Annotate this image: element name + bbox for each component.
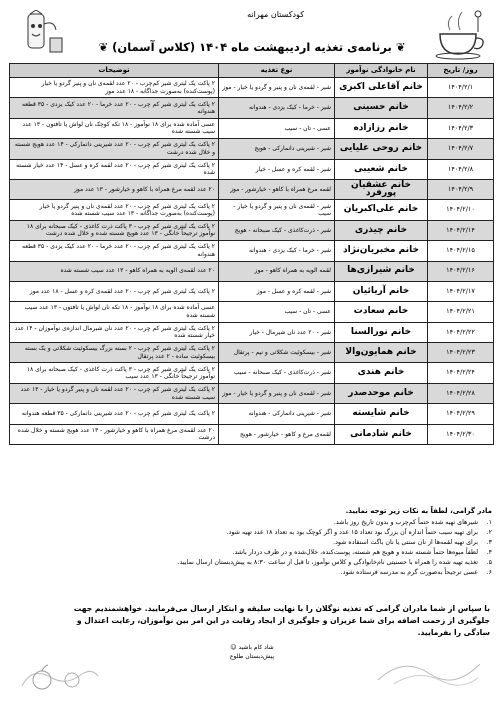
note-item: [72, 538, 492, 548]
cell-food: شیر - خرما - کیک یزدی - هندوانه: [219, 241, 335, 261]
cell-name: خانم حسینی: [335, 98, 428, 118]
note-number: ۳.: [486, 539, 492, 546]
cell-desc: ۲ پاکت یک لیتری شیر کم چرب - ۳ پاکت ذرت کاغذی - کیک صبحانه برای ۱۸ نوآموز ترجیحاً خانگی - ۱۳ عدد هویج شسته شده و خلال شده درشت: [10, 220, 219, 240]
cell-date: ۱۴۰۴/۲/۲: [428, 98, 494, 118]
notes-title: مادر گرامی، لطفاً به نکات زیر توجه نمایید.: [345, 507, 492, 515]
cell-desc: ۲ پاکت یک لیتری شیر کم چرب - ۲۰ عدد لقمه نان و پنیر گردو یا خیار - ۱۳ عدد سیب شسته شده: [10, 383, 219, 403]
note-item: [72, 568, 492, 578]
cell-food: شیر - لقمه‌ی نان و پنیر و گردو یا خیار - موز: [219, 383, 335, 403]
cell-name: خانم عشقیان پورفرد: [335, 179, 428, 199]
cell-food: شیر - ۲۰ عدد نان شیرمال - خیار: [219, 322, 335, 342]
cell-name: خانم شعیبی: [335, 159, 428, 179]
cell-desc: ۲ پاکت یک لیتری شیر کم چرب - ۲۰ عدد لقمه‌ی نان و پنیر گردو یا خیار (پوست‌کنده) به‌صورت جداگانه - ۱۳ عدد سیب شسته شده: [10, 200, 219, 220]
cell-name: خانم رزازاده: [335, 118, 428, 138]
note-text: برای تهیه سیب حتماً اندازه آن بزرگ بود تعداد ۱۵ عدد و اگر کوچک بود به تعداد ۱۸ عدد تهیه شود.: [226, 529, 478, 536]
cell-date: ۱۴۰۴/۲/۲۹: [428, 404, 494, 424]
cell-date: ۱۴۰۴/۲/۳۰: [428, 424, 494, 444]
note-number: ۵.: [486, 559, 492, 566]
cell-date: ۱۴۰۴/۲/۱۴: [428, 220, 494, 240]
header-date: روز/ تاریخ: [428, 64, 494, 78]
cell-name: خانم هندی: [335, 363, 428, 383]
cell-desc: ۲۰ عدد لقمه مرغ همراه با کاهو و خیارشور - ۱۳ عدد موز: [10, 179, 219, 199]
cell-date: ۱۴۰۴/۲/۱۰: [428, 200, 494, 220]
cell-desc: ۲ پاکت یک لیتری شیر کم‌چرب - ۲۰ عدد لقمه‌ی نان و پنیر گردو یا خیار (پوست‌کنده) به‌صورت جداگانه - ۱۸ عدد موز: [10, 78, 219, 98]
cell-food: شیر - لقمه‌ی نان و پنیر و گردو یا خیار - موز: [219, 78, 335, 98]
note-item: [72, 548, 492, 558]
cell-name: خانم شایسته: [335, 404, 428, 424]
apple-decoration-icon: [12, 656, 102, 696]
cell-date: ۱۴۰۴/۲/۱۵: [428, 241, 494, 261]
cell-food: شیر - شیرینی دانمارکی - هندوانه: [219, 404, 335, 424]
cell-name: خانم آقاعلی اکبری: [335, 78, 428, 98]
cell-date: ۱۴۰۴/۲/۸: [428, 159, 494, 179]
note-text: تغذیه تهیه شده را همراه با حسنیتی نام‌خانوادگی و کلاس نوآموز، تا قبل از ساعت ۸:۳۰ به پیش‌دبستان ارسال نمایید.: [177, 559, 478, 566]
cell-food: لقمه‌ی مرغ و کاهو - خیارشور - هویج: [219, 424, 335, 444]
cell-name: خانم علی‌اکبریان: [335, 200, 428, 220]
cell-food: شیر - ذرت‌کاغذی - کیک صبحانه - هویج: [219, 220, 335, 240]
cell-desc: ۲ پاکت یک لیتری شیر کم چرب - ۲ بسته بزرگ بیسکوئیت شکلاتی و یک بسته بیسکوئیت ساده - ۲ عدد پرتقال: [10, 343, 219, 363]
note-text: برای تهیه لقمه‌ها از نان سنتی یا نان باگت استفاده شود.: [333, 539, 478, 546]
note-text: لطفاً میوه‌ها حتماً شسته شده و هویج هم شسته، پوست‌کنده، خلال‌شده و در ظرف دردار باشد.: [232, 549, 478, 556]
cell-date: ۱۴۰۴/۲/۱۶: [428, 261, 494, 281]
cell-food: شیر - بیسکوئیت شکلاتی و نیم - پرتقال: [219, 343, 335, 363]
cell-date: ۱۴۰۴/۲/۲۸: [428, 383, 494, 403]
nutrition-schedule-table: [10, 63, 494, 445]
cell-name: خانم شیرازی‌ها: [335, 261, 428, 281]
note-item: [72, 528, 492, 538]
cell-desc: ۲ پاکت یک لیتری شیر کم چرب - ۲۰ عدد خرما - ۲۰ عدد کیک یزدی - ۳۵ قطعه هندوانه: [10, 98, 219, 118]
cell-food: شیر - ذرت‌کاغذی - کیک صبحانه - سیب: [219, 363, 335, 383]
page-header: [0, 4, 504, 62]
cell-date: ۱۴۰۴/۲/۱۷: [428, 281, 494, 301]
cell-date: ۱۴۰۴/۲/۲۱: [428, 302, 494, 322]
cell-name: خانم شادمانی: [335, 424, 428, 444]
note-item: [72, 518, 492, 528]
cell-name: خانم چیذری: [335, 220, 428, 240]
header-student: نام خانوادگی نوآموز: [335, 64, 428, 78]
cell-food: شیر - خرما - کیک یزدی - هندوانه: [219, 98, 335, 118]
signature-line-2: پیش‌دبستان طلوع: [229, 653, 275, 660]
note-number: ۴.: [486, 549, 492, 556]
cell-food: عسی - تان - سیب: [219, 118, 335, 138]
note-number: ۲.: [486, 529, 492, 536]
note-text: شیرهای تهیه شده حتماً کم‌چرب و بدون تاریخ روز باشد.: [333, 519, 478, 526]
cell-date: ۱۴۰۴/۲/۲۲: [428, 322, 494, 342]
cell-date: ۱۴۰۴/۲/۲۳: [428, 343, 494, 363]
header-desc: توضیحات: [10, 64, 219, 78]
cell-food: شیر - شیرینی دانمارکی - هویج: [219, 139, 335, 159]
signature-line-1: شاد کام باشید ☺: [230, 644, 274, 651]
cell-date: ۱۴۰۴/۲/۱: [428, 78, 494, 98]
cell-date: ۱۴۰۴/۲/۷: [428, 139, 494, 159]
cell-desc: ۲ پاکت یک لیتری شیر کم چرب - ۲۰ عدد نان شیرمال اندازه‌ی نوآموزان - ۱۴ عدد خیار شسته شده: [10, 322, 219, 342]
cell-food: شیر - لقمه‌ی نان و پنیر و گردو یا خیار - سیب: [219, 200, 335, 220]
cell-desc: ۲۰ عدد لقمه‌ی مرغ همراه با کاهو و خیارشور - ۱۳ عدد هویج شسته و خلال شده درشت: [10, 424, 219, 444]
cell-desc: عسی آماده شده برای ۱۸ نوآموز - ۱۸ تکه نان لواش یا تافتون - ۱۳ عدد سیب شسته شده: [10, 302, 219, 322]
thanks-paragraph: با سپاس از شما مادران گرامی که تغذیه نوگلان را با نهایت سلیقه و ابتکار ارسال می‌فرمایید. خواهشمندیم جهت جلوگیری از زحمت اضافه برای شما عزیزان و جلوگیری از ایجاد رقابت در این امر بین نوآموزان، رعایت اعتدال و سادگی را بفرمایید.: [73, 604, 490, 637]
cell-desc: ۲ پاکت یک لیتری شیر کم چرب - ۲۰ عدد شیرینی دانمارکی - ۳۵ قطعه هندوانه: [10, 404, 219, 424]
kindergarten-label: کودکستان مهرانه: [247, 10, 304, 19]
cell-food: شیر - لقمه کره و عسل - خیار: [219, 159, 335, 179]
cell-desc: ۲ پاکت یک لیتری شیر کم چرب - ۳ پاکت ذرت کاغذی - کیک صبحانه برای ۱۸ نوآموز ترجیحاً خانگی - ۱۳ عدد سیب: [10, 363, 219, 383]
cell-desc: ۲ پاکت یک لیتری شیر کم چرب - ۲۰ عدد شیرینی دانمارکی - ۱۴ عدد هویج شسته و خلال شده درشت: [10, 139, 219, 159]
note-item: [72, 558, 492, 568]
cell-name: خانم موحدصدر: [335, 383, 428, 403]
cell-desc: ۲ پاکت یک لیتری شیر کم چرب - ۲۰ عدد خرما - ۲۰ عدد کیک یزدی - ۳۵ قطعه هندوانه: [10, 241, 219, 261]
note-number: ۱.: [486, 519, 492, 526]
cell-food: لقمه الویه به همراه کاهو - موز: [219, 261, 335, 281]
cell-desc: ۲۰ عدد لقمه‌ی الویه به همراه کاهو - ۱۳ عدد سیب شسته شده: [10, 261, 219, 281]
notes-section: [72, 506, 492, 578]
swirl-decoration-icon: [374, 650, 484, 690]
cell-name: خانم آریائیان: [335, 281, 428, 301]
note-text: عسی ترجیحاً به‌صورت گرم به مدرسه فرستاده شود.: [340, 569, 478, 576]
cell-desc: عسی آماده شده برای ۱۸ نوآموز - ۱۸ تکه کوچک نان لواش یا تافتون - ۱۳ عدد سیب شسته شده: [10, 118, 219, 138]
cell-name: خانم نورالسنا: [335, 322, 428, 342]
cell-name: خانم سعادت: [335, 302, 428, 322]
cell-desc: ۲ پاکت یک لیتری شیر کم چرب - ۲۰ عدد لقمه کره و عسل - ۱۴ عدد خیار شسته شده: [10, 159, 219, 179]
header-food: نوع تغذیه: [219, 64, 335, 78]
cell-food: عسی - تان - سیب: [219, 302, 335, 322]
cell-name: خانم روحی علیایی: [335, 139, 428, 159]
cell-food: شیر - لقمه کره و عسل - موز: [219, 281, 335, 301]
page-title: ❦ برنامه‌ی تغذیه اردیبهشت ماه ۱۴۰۴ (کلاس آسمان) ❦: [98, 40, 406, 54]
note-number: ۶.: [486, 569, 492, 576]
cell-name: خانم همایون‌والا: [335, 343, 428, 363]
cell-name: خانم مخبریان‌نژاد: [335, 241, 428, 261]
cell-date: ۱۴۰۴/۲/۳: [428, 118, 494, 138]
cell-desc: ۲ پاکت یک لیتری شیر کم چرب - ۲۰ عدد لقمه‌ی کره و عسل - ۱۸ عدد موز: [10, 281, 219, 301]
cell-food: لقمه مرغ همراه با کاهو - خیارشور - موز: [219, 179, 335, 199]
cell-date: ۱۴۰۴/۲/۹: [428, 179, 494, 199]
cell-date: ۱۴۰۴/۲/۲۴: [428, 363, 494, 383]
